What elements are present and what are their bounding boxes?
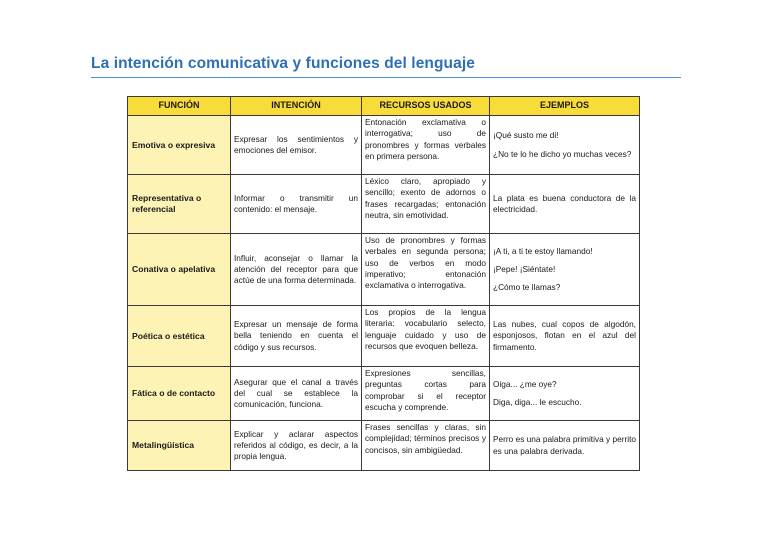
resources-cell: Expresiones sencillas, preguntas cortas para comprobar si el receptor escucha y comprende. — [362, 367, 490, 421]
function-name: Conativa o apelativa — [128, 234, 231, 306]
example-text: ¡Qué susto me di! — [493, 130, 559, 141]
resources-cell: Léxico claro, apropiado y sencillo; exento de adornos o frases recargadas; entonación neutra, sin emotividad. — [362, 175, 490, 234]
examples-cell — [490, 367, 640, 421]
example-text: ¿No te lo he dicho yo muchas veces? — [493, 148, 632, 159]
examples-cell — [490, 175, 640, 234]
example-text: ¡Pepe! ¡Siéntate! — [493, 263, 556, 274]
resources-cell: Frases sencillas y claras, sin complejidad; términos precisos y concisos, sin ambigüedad. — [362, 421, 490, 471]
example-text: Las nubes, cual copos de algodón, esponjosos, flotan en el azul del firmamento. — [493, 319, 636, 352]
table-row-fatica — [128, 367, 640, 421]
examples-cell — [490, 421, 640, 471]
example-text: Perro es una palabra primitiva y perrito es una palabra derivada. — [493, 434, 636, 456]
intention-cell: Informar o transmitir un contenido: el mensaje. — [231, 175, 362, 234]
example-text: ¡A ti, a ti te estoy llamando! — [493, 245, 593, 256]
examples-cell — [490, 116, 640, 175]
intention-cell: Asegurar que el canal a través del cual se establece la comunicación, funciona. — [231, 367, 362, 421]
example-text: Diga, diga... le escucho. — [493, 397, 582, 407]
intention-cell: Explicar y aclarar aspectos referidos al código, es decir, a la propia lengua. — [231, 421, 362, 471]
resources-cell: Uso de pronombres y formas verbales en segunda persona; uso de verbos en modo imperativo; entonación exclamativa o interrogativa. — [362, 234, 490, 306]
resources-cell: Entonación exclamativa o interrogativa; uso de pronombres y formas verbales en primera persona. — [362, 116, 490, 175]
title-divider — [91, 77, 681, 78]
header-recursos: RECURSOS USADOS — [362, 97, 490, 116]
header-intencion: INTENCIÓN — [231, 97, 362, 116]
intention-cell: Influir, aconsejar o llamar la atención del receptor para que actúe de una forma determinada. — [231, 234, 362, 306]
example-text: ¿Cómo te llamas? — [493, 282, 561, 293]
function-name: Poética o estética — [128, 306, 231, 367]
intention-cell: Expresar los sentimientos y emociones del emisor. — [231, 116, 362, 175]
example-text: Oiga... ¿me oye? — [493, 378, 557, 389]
table-row-representativa — [128, 175, 640, 234]
header-ejemplos: EJEMPLOS — [490, 97, 640, 116]
functions-table — [127, 96, 640, 471]
function-name: Representativa o referencial — [128, 175, 231, 234]
function-name: Fática o de contacto — [128, 367, 231, 421]
function-name: Emotiva o expresiva — [128, 116, 231, 175]
function-name: Metalingüística — [128, 421, 231, 471]
resources-cell: Los propios de la lengua literaria: vocabulario selecto, lenguaje cuidado y uso de recursos que evoquen belleza. — [362, 306, 490, 367]
examples-cell — [490, 234, 640, 306]
page-title: La intención comunicativa y funciones del lenguaje — [91, 55, 475, 72]
table-header-row — [128, 97, 640, 116]
table-row-poetica — [128, 306, 640, 367]
table-row-emotiva — [128, 116, 640, 175]
table-row-metalinguistica — [128, 421, 640, 471]
header-funcion: FUNCIÓN — [128, 97, 231, 116]
examples-cell — [490, 306, 640, 367]
table-row-conativa — [128, 234, 640, 306]
intention-cell: Expresar un mensaje de forma bella teniendo en cuenta el código y sus recursos. — [231, 306, 362, 367]
example-text: La plata es buena conductora de la electricidad. — [493, 192, 636, 214]
